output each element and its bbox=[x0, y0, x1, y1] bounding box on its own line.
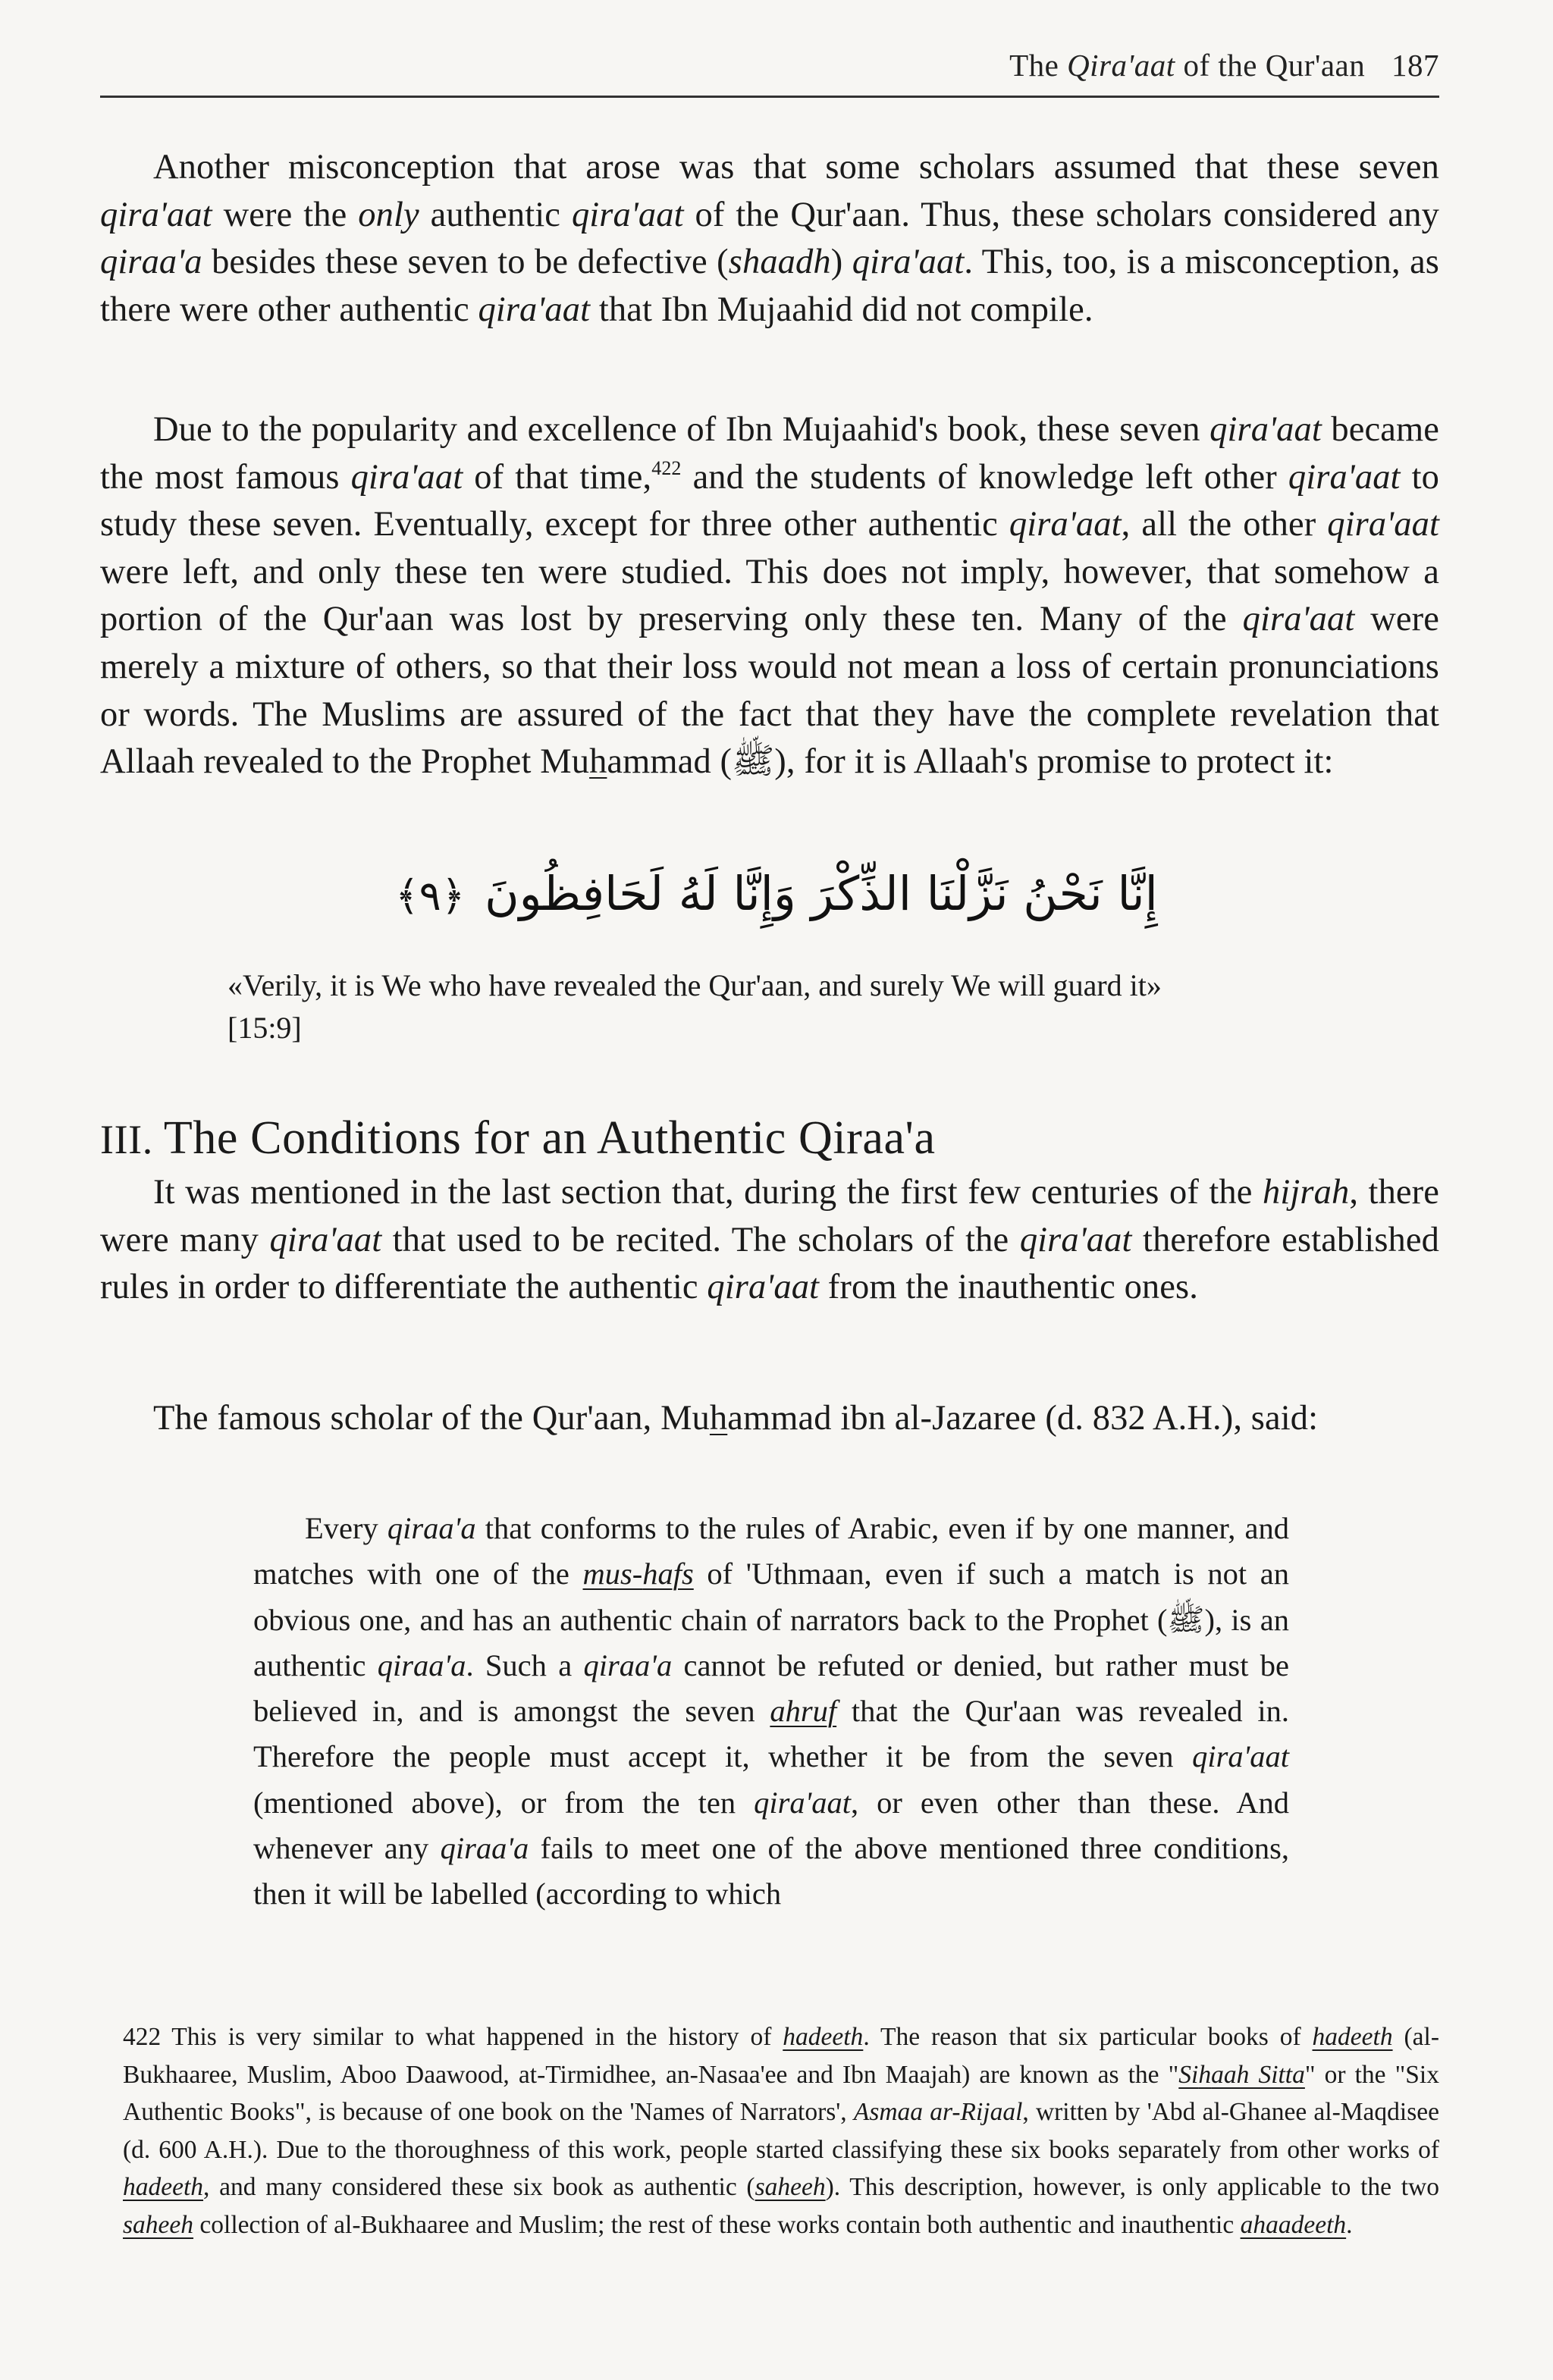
header-suffix: of the Qur'aan bbox=[1183, 48, 1366, 83]
section-number: III. bbox=[100, 1117, 153, 1162]
verse-translation bbox=[227, 964, 1365, 1049]
section-title: The Conditions for an Authentic Qiraa'a bbox=[163, 1112, 936, 1164]
paragraph-1-container bbox=[100, 144, 1439, 334]
footnote-number: 422 bbox=[123, 2023, 162, 2051]
header-prefix: The bbox=[1009, 48, 1059, 83]
running-header bbox=[1009, 47, 1439, 83]
page-number: 187 bbox=[1391, 48, 1439, 83]
verse-reference: [15:9] bbox=[227, 1011, 302, 1045]
paragraph-2-container bbox=[100, 406, 1439, 786]
quran-verse-arabic bbox=[0, 866, 1553, 921]
header-title-italic: Qira'aat bbox=[1067, 48, 1175, 83]
paragraph-3-container bbox=[100, 1169, 1439, 1312]
header-rule bbox=[100, 96, 1439, 98]
paragraph-conditions-intro: It was mentioned in the last section that, during the first few centuries of the hijrah, there were many qira'aat that used to be recited. The scholars of the qira'aat therefore established rules in order to differentiate the authentic qira'aat from the inauthentic ones. bbox=[100, 1173, 1439, 1307]
paragraph-al-jazaree-intro: The famous scholar of the Qur'aan, Muhammad ibn al-Jazaree (d. 832 A.H.), said: bbox=[153, 1399, 1319, 1438]
section-heading bbox=[100, 1112, 936, 1165]
verse-arabic-text: إِنَّا نَحْنُ نَزَّلْنَا الذِّكْرَ وَإِنَّا لَهُ لَحَافِظُونَ bbox=[485, 866, 1158, 921]
verse-number-marker: ﴿٩﴾ bbox=[395, 872, 466, 920]
footnote-reference[interactable]: 422 bbox=[651, 456, 682, 479]
al-jazaree-quote: Every qiraa'a that conforms to the rules of Arabic, even if by one manner, and matches with one of the mus-hafs of 'Uthmaan, even if such a match is not an obvious one, and has an authentic chain of narrators back to the Prophet (ﷺ), is an authentic qiraa'a. Such a qiraa'a cannot be refuted or denied, but rather must be believed in, and is amongst the seven ahruf that the Qur'aan was revealed in. Therefore the people must accept it, whether it be from the seven qira'aat (mentioned above), or from the ten qira'aat, or even other than these. And whenever any qiraa'a fails to meet one of the above mentioned three conditions, then it will be labelled (according to which bbox=[253, 1511, 1289, 1911]
paragraph-popularity: Due to the popularity and excellence of Ibn Mujaahid's book, these seven qira'aat became the most famous qira'aat of that time,$^{422}$ and the students of knowledge left other qira'aat to study these seven. Eventually, except for three other authentic qira'aat, all the other qira'aat were left, and only these ten were studied. This does not imply, however, that somehow a portion of the Qur'aan was lost by preserving only these ten. Many of the qira'aat were merely a mixture of others, so that their loss would not mean a loss of certain pronunciations or words. The Muslims are assured of the fact that they have the complete revelation that Allaah revealed to the Prophet Muhammad (ﷺ), for it is Allaah's promise to protect it: bbox=[100, 410, 1439, 782]
footnote-422: 422 This is very similar to what happened in the history of hadeeth. The reason that six particular books of hadeeth (al-Bukhaaree, Muslim, Aboo Daawood, at-Tirmidhee, an-Nasaa'ee and Ibn Maajah) are known as the "Sihaah Sitta" or the "Six Authentic Books", is because of one book on the 'Names of Narrators', Asmaa ar-Rijaal, written by 'Abd al-Ghanee al-Maqdisee (d. 600 A.H.). Due to the thoroughness of this work, people started classifying these six books separately from other works of hadeeth, and many considered these six book as authentic (saheeh). This description, however, is only applicable to the two saheeh collection of al-Bukhaaree and Muslim; the rest of these works contain both authentic and inauthentic ahaadeeth. bbox=[123, 2023, 1439, 2239]
paragraph-misconception: Another misconception that arose was that some scholars assumed that these seven qira'aat were the only authentic qira'aat of the Qur'aan. Thus, these scholars considered any qiraa'a besides these seven to be defective (shaadh) qira'aat. This, too, is a misconception, as there were other authentic qira'aat that Ibn Mujaahid did not compile. bbox=[100, 148, 1440, 329]
paragraph-4-container bbox=[100, 1395, 1439, 1443]
verse-translation-text: «Verily, it is We who have revealed the Qur'aan, and surely We will guard it» bbox=[227, 968, 1162, 1002]
